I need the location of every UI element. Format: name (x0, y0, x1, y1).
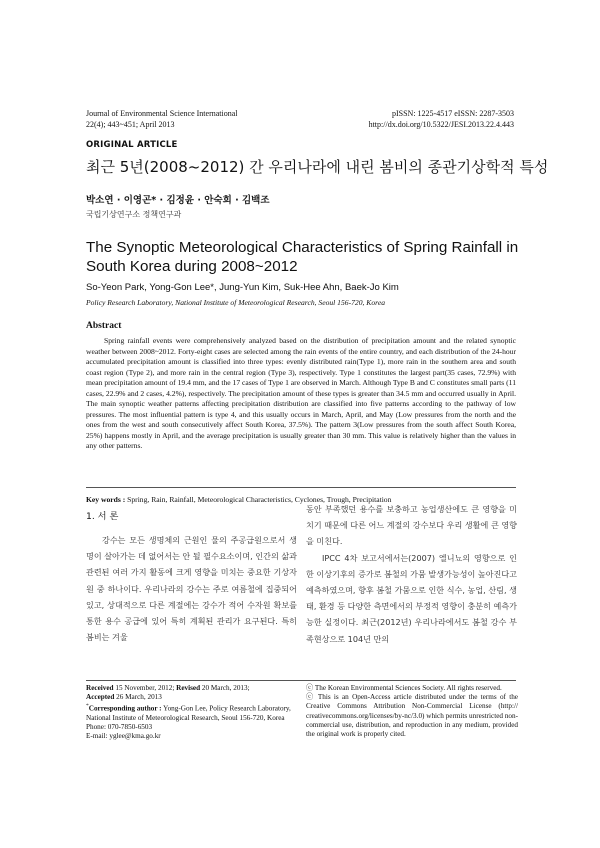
revised-label: Revised (176, 684, 201, 692)
issn: pISSN: 1225-4517 eISSN: 2287-3503 (391, 109, 514, 118)
doi-link[interactable]: http://dx.doi.org/10.5322/JESI.2013.22.4.443 (368, 120, 514, 129)
keywords-text: Spring, Rain, Rainfall, Meteorological Characteristics, Cyclones, Trough, Precipitation (127, 495, 392, 504)
accepted-label: Accepted (86, 693, 115, 702)
received-date: 15 November, 2012; (115, 684, 175, 692)
received-label: Received (86, 684, 114, 692)
body-column-left (86, 532, 297, 645)
revised-date: 20 March, 2013; (201, 684, 250, 692)
copyright-notice: ⓒ The Korean Environmental Sciences Society. All rights reserved. (306, 684, 502, 692)
section-heading-introduction: 1. 서 론 (86, 511, 119, 522)
body-column-right (306, 501, 517, 647)
corresponding-label: Corresponding author : (88, 704, 162, 713)
license-footnote (306, 684, 518, 739)
email[interactable]: E-mail: yglee@kma.go.kr (86, 732, 161, 741)
article-history-footnote: Received 15 November, 2012; Revised 20 March, 2013; Accepted 26 March, 2013 *Corresponding author : Yong-Gon Lee, Policy Research Laboratory, National Institute of Meteorological Research, Seoul 156-720, Korea Phone: 070-7850-6503 E-mail: yglee@kma.go.kr (86, 684, 298, 742)
accepted-date: 26 March, 2013 (116, 693, 162, 702)
journal-name: Journal of Environmental Science International (86, 109, 238, 118)
paragraph: 강수는 모든 생명체의 근원인 물의 주공급원으로서 생명이 살아가는 데 없어서는 안 될 필수요소이며, 인간의 삶과 관련된 여러 가지 활동에 크게 영향을 미치는 중요한 기상자원 중 하나이다. 우리나라의 강수는 주로 여름철에 집중되어 있고, 상대적으로 다른 계절에는 강수가 적어 수자원 확보를 통한 용수 공급에 있어 특히 계획된 관리가 요구된다. 특히 봄비는 겨울 (86, 535, 297, 643)
affiliation-korean: 국립기상연구소 정책연구과 (86, 210, 182, 219)
license-notice: ⓒ This is an Open-Access article distributed under the terms of the Creative Commons Attribution Non-Commercial License (http:// creativecommons.org/licenses/by-nc/3.0) which permits unrestricted non-commercial use, distribution, and reproduction in any medium, provided the original work is properly cited. (306, 693, 518, 739)
keywords-top-rule (86, 487, 516, 488)
paragraph: IPCC 4차 보고서에서는(2007) 엘니뇨의 영향으로 인한 이상기후의 증가로 봄철의 가뭄 발생가능성이 높아진다고 예측하였으며, 향후 봄철 가뭄으로 인한 식수, 농업, 산림, 생태, 환경 등 다양한 측면에서의 부정적 영향이 충분히 예측가능한 실정이다. 최근(2012년) 우리나라에서도 봄철 강수 부족현상으로 104년 만의 (306, 552, 517, 644)
journal-identifiers (330, 108, 514, 130)
abstract-heading: Abstract (86, 321, 122, 331)
title-english: The Synoptic Meteorological Characteristics of Spring Rainfall in South Korea during 2008~2012 (86, 239, 519, 275)
phone: Phone: 070-7850-6503 (86, 723, 153, 732)
paragraph: 동안 부족했던 용수를 보충하고 농업생산에도 큰 영향을 미치기 때문에 다른 어느 계절의 강수보다 우리 생활에 큰 영향을 미친다. (306, 504, 517, 547)
journal-citation (86, 108, 238, 130)
journal-volume: 22(4); 443~451; April 2013 (86, 120, 175, 129)
article-type: ORIGINAL ARTICLE (86, 140, 178, 150)
authors-korean: 박소연 · 이영곤* · 김정윤 · 안숙희 · 김백조 (86, 195, 270, 206)
affiliation-english: Policy Research Laboratory, National Institute of Meteorological Research, Seoul 156-720, Korea (86, 298, 385, 307)
authors-english: So-Yeon Park, Yong-Gon Lee*, Jung-Yun Kim, Suk-Hee Ahn, Baek-Jo Kim (86, 282, 399, 293)
abstract-text: Spring rainfall events were comprehensively analyzed based on the distribution of precipitation amount and the related synoptic weather between 2008~2012. Forty-eight cases are selected among the rain events of the entire country, and each distribution of the 24-hour accumulated precipitation amount is classified into three types: evenly distributed rain(Type 1), more rain in the southern area and south coast region (Type 2), and more rain in the central region (Type 3), respectively. Type 1 constitutes the largest part(35 cases, 72.9%) with mean precipitation amount of 19.4 mm, and the 17 cases of Type 1 are observed in March. Although Type B and C constitutes small parts (11 cases, 22.9% and 2 cases, 4.2%), respectively. The precipitation amount of these types is greater than 34.5 mm and occurred usually in April. The main synoptic weather patterns affecting precipitation distribution are classified into five patterns according to the pathway of low pressures. The most influential pattern is type 4, and this usually occurs in March, April, and May (Low pressures from the north and the ones from the west and south consecutively affect South Korea, 37.5%). The pattern 3(Low pressures from the south affect South Korea, 25%) happens mostly in April, and the average precipitation is usually greater than 30 mm. This value is relatively higher than the values in any other patterns. (86, 336, 516, 450)
keywords-label: Key words : (86, 495, 126, 504)
footnote-rule (86, 680, 516, 681)
title-korean: 최근 5년(2008~2012) 간 우리나라에 내린 봄비의 종관기상학적 특성 (86, 158, 549, 176)
corresponding-author: Yong-Gon Lee, Policy Research Laboratory, National Institute of Meteorological Research, Seoul 156-720, Korea (86, 704, 291, 722)
